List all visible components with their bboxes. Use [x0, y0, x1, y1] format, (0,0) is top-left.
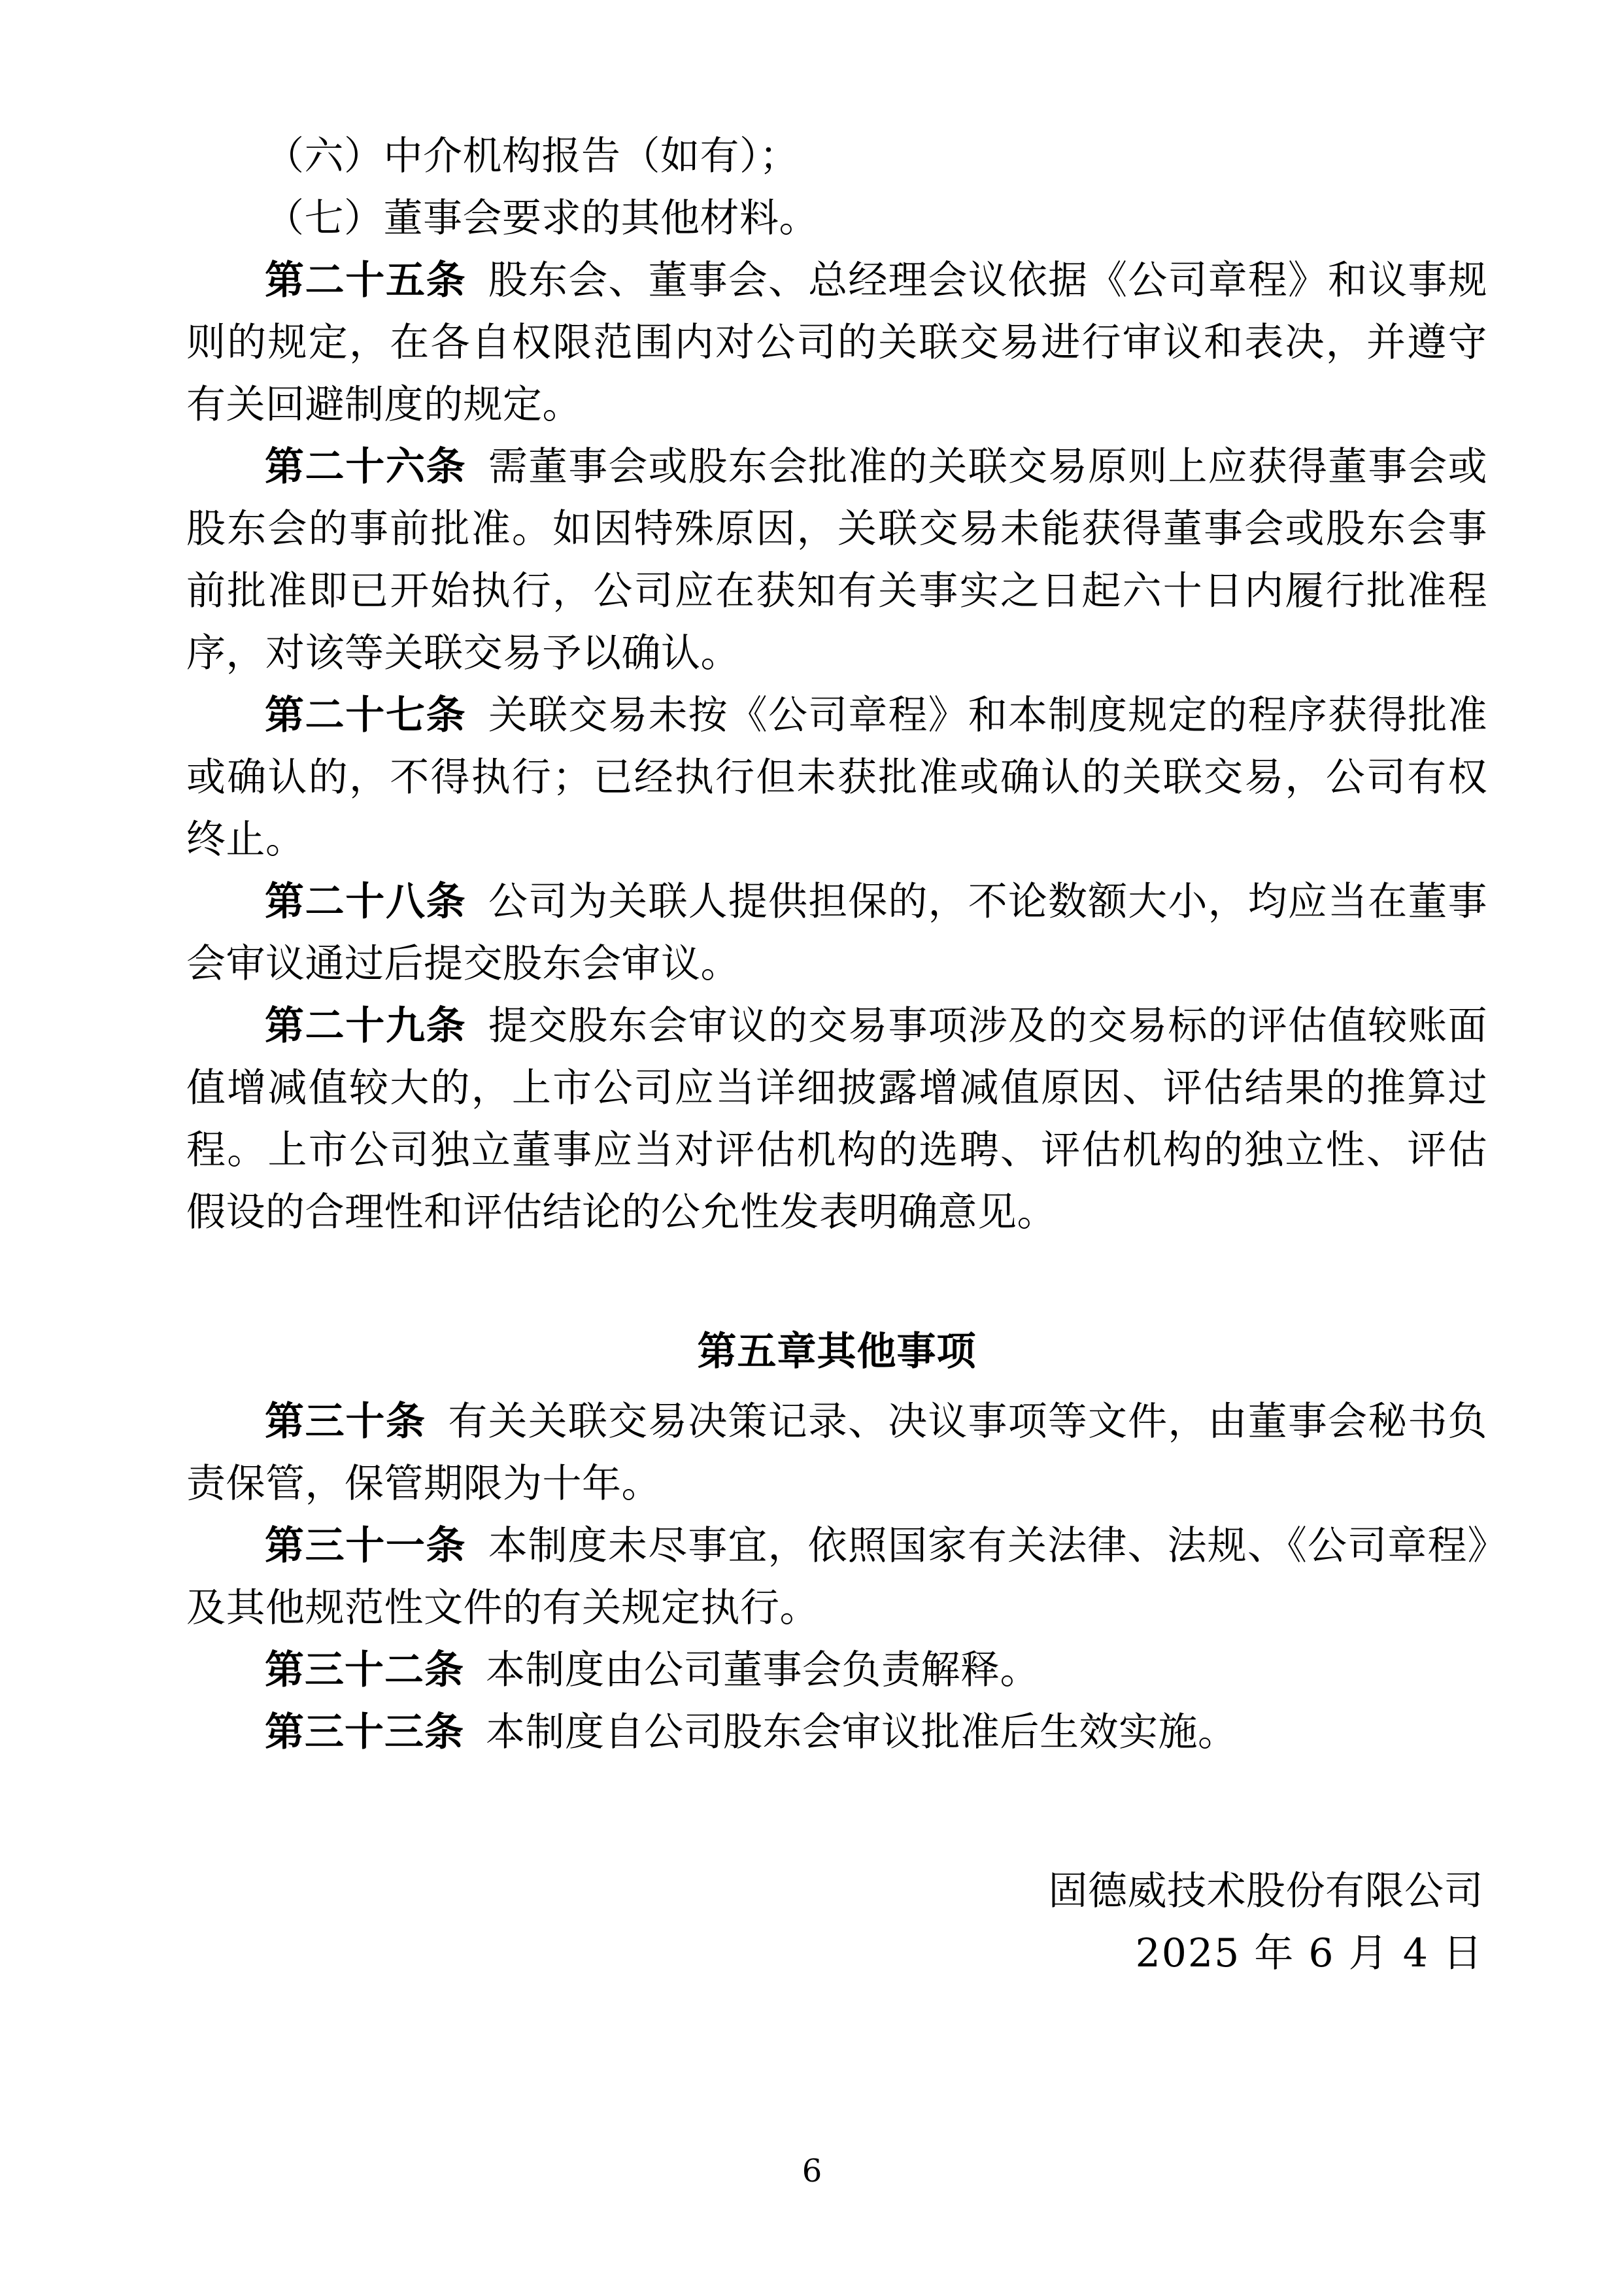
- signature-date: 2025 年 6 月 4 日: [1135, 1930, 1483, 1976]
- article-33-text: 本制度自公司股东会审议批准后生效实施。: [486, 1709, 1238, 1755]
- company-name: 固德威技术股份有限公司: [1048, 1868, 1483, 1914]
- article-27-number: 第二十七条: [265, 693, 467, 738]
- article-29: [186, 995, 1487, 1244]
- clause-seven: [186, 188, 1487, 250]
- article-30-number: 第三十条: [265, 1399, 426, 1445]
- article-33-number: 第三十三条: [265, 1709, 464, 1755]
- article-26: [186, 436, 1487, 685]
- article-33: [186, 1702, 1487, 1764]
- article-27: [186, 685, 1487, 871]
- clause-seven-text: （七）董事会要求的其他材料。: [265, 196, 819, 241]
- article-32-text: 本制度由公司董事会负责解释。: [486, 1647, 1040, 1693]
- article-25-number: 第二十五条: [265, 258, 467, 303]
- signature-block: [186, 1860, 1487, 1985]
- article-30: [186, 1391, 1487, 1515]
- document-body: [186, 126, 1487, 1985]
- page-number: 6: [802, 2153, 822, 2189]
- article-29-number: 第二十九条: [265, 1003, 467, 1049]
- article-31-number: 第三十一条: [265, 1523, 467, 1569]
- clause-six: [186, 126, 1487, 188]
- article-25: [186, 250, 1487, 436]
- article-27-text: 关联交易未按《公司章程》和本制度规定的程序获得批准或确认的，不得执行；已经执行但未获批准或确认的关联交易，公司有权终止。: [186, 693, 1487, 863]
- article-29-text: 提交股东会审议的交易事项涉及的交易标的评估值较账面值增减值较大的，上市公司应当详细披露增减值原因、评估结果的推算过程。上市公司独立董事应当对评估机构的选聘、评估机构的独立性、评估假设的合理性和评估结论的公允性发表明确意见。: [186, 1003, 1487, 1235]
- article-32: [186, 1639, 1487, 1702]
- article-32-number: 第三十二条: [265, 1647, 464, 1693]
- chapter-five-heading: 第五章其他事项: [697, 1329, 977, 1375]
- chapter-spacer-after: [186, 1383, 1487, 1391]
- chapter-spacer-before: [186, 1244, 1487, 1321]
- article-30-text: 有关关联交易决策记录、决议事项等文件，由董事会秘书负责保管，保管期限为十年。: [186, 1399, 1488, 1507]
- article-31-text: 本制度未尽事宜，依照国家有关法律、法规、《公司章程》及其他规范性文件的有关规定执行。: [186, 1523, 1488, 1631]
- clause-six-text: （六）中介机构报告（如有）；: [265, 133, 799, 179]
- article-25-text: 股东会、董事会、总经理会议依据《公司章程》和议事规则的规定，在各自权限范围内对公司的关联交易进行审议和表决，并遵守有关回避制度的规定。: [186, 258, 1487, 428]
- article-31: [186, 1515, 1487, 1639]
- article-28-number: 第二十八条: [265, 879, 467, 925]
- article-28: [186, 871, 1487, 995]
- article-28-text: 公司为关联人提供担保的，不论数额大小，均应当在董事会审议通过后提交股东会审议。: [186, 879, 1487, 987]
- article-list: [186, 126, 1487, 1764]
- article-26-text: 需董事会或股东会批准的关联交易原则上应获得董事会或股东会的事前批准。如因特殊原因，关联交易未能获得董事会或股东会事前批准即已开始执行，公司应在获知有关事实之日起六十日内履行批准程序，对该等关联交易予以确认。: [186, 444, 1487, 676]
- article-26-number: 第二十六条: [265, 444, 467, 490]
